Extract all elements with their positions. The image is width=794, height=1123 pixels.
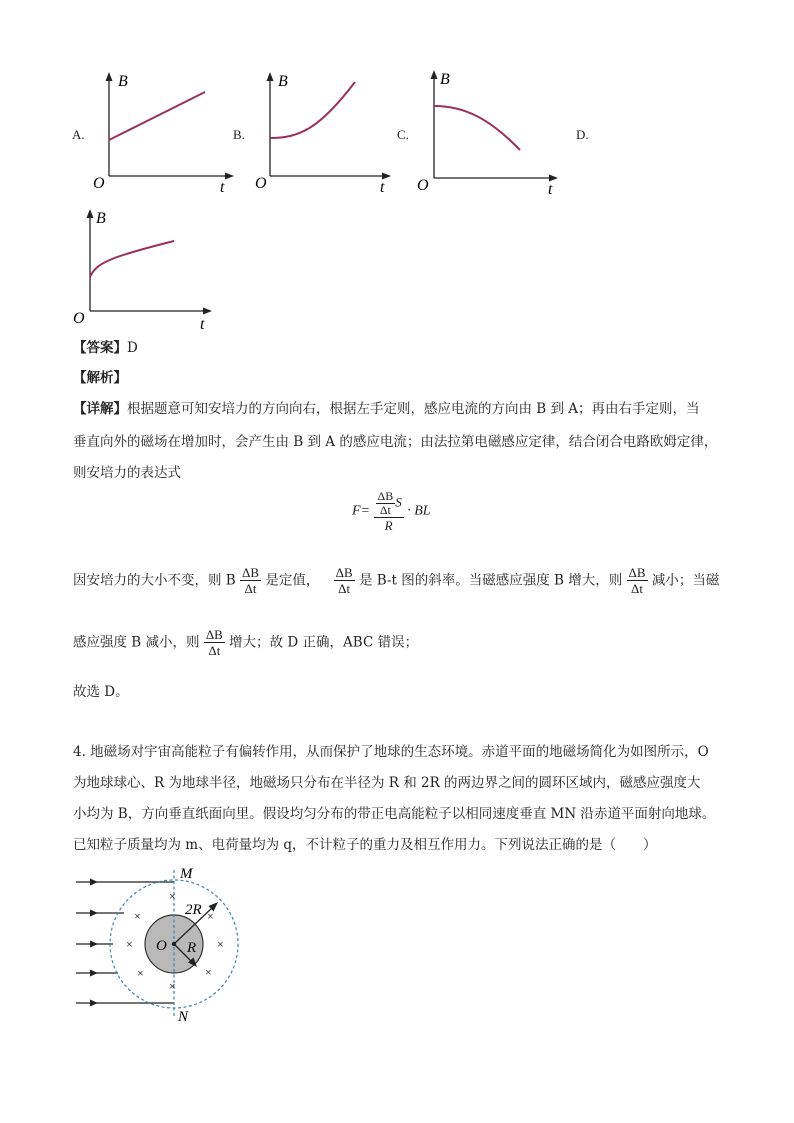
detail-line-1 <box>73 399 700 419</box>
formula-denominator: R <box>384 518 393 533</box>
center-dot <box>172 942 176 946</box>
graph-b <box>250 68 400 196</box>
expl-segment-4: 减小；当磁 <box>651 572 720 589</box>
axis-b-label: B <box>118 73 128 90</box>
geomagnetic-figure <box>66 862 256 1028</box>
label-r: R <box>187 940 197 956</box>
fraction-den: Δt <box>208 643 221 658</box>
axis-b-label: B <box>96 210 106 227</box>
fraction-den: Δt <box>631 581 644 596</box>
formula <box>352 490 431 533</box>
question-4-line-2: 为地球球心、R 为地球半径，地磁场只分布在半径为 R 和 2R 的两边界之间的圆环区域内，磁感应强度大 <box>73 775 701 791</box>
field-cross: × <box>126 937 133 951</box>
formula-s: S <box>395 494 402 510</box>
axis-t-label: t <box>548 181 553 196</box>
field-cross: × <box>169 979 176 993</box>
option-c-label: C. <box>397 127 409 142</box>
conclusion: 故选 D。 <box>73 684 129 700</box>
y-axis-arrow <box>267 72 274 81</box>
question-4-line-4: 已知粒子质量均为 m、电荷量均为 q，不计粒子的重力及相互作用力。下列说法正确的是（ ） <box>73 837 657 853</box>
arrow-head-1 <box>90 879 98 886</box>
origin-label: O <box>255 175 267 192</box>
origin-label: O <box>93 175 105 192</box>
fraction-db-dt-3 <box>627 565 648 596</box>
y-axis-arrow <box>431 70 438 79</box>
label-n: N <box>178 1009 189 1025</box>
fraction-db-dt-1 <box>240 565 261 596</box>
field-cross: × <box>169 889 176 903</box>
option-b-label: B. <box>233 127 245 142</box>
fraction-den: Δt <box>338 581 351 596</box>
detail-line-1-text: 根据题意可知安培力的方向向右，根据左手定则，感应电流的方向由 B 到 A；再由右手定则，当 <box>127 401 700 417</box>
explanation-line-1 <box>73 565 719 596</box>
x-axis-arrow <box>203 308 212 315</box>
expl-segment-5: 感应强度 B 减小，则 <box>73 634 200 651</box>
expl-segment-2: 是定值， <box>265 572 320 589</box>
arrow-head-3 <box>90 941 98 948</box>
fraction-db-dt-4 <box>204 627 225 658</box>
label-m: M <box>180 866 193 882</box>
fraction-num: ΔB <box>628 565 646 580</box>
formula-tail: · BL <box>407 503 431 519</box>
origin-label: O <box>73 310 85 327</box>
field-cross: × <box>137 966 144 980</box>
detail-line-2: 垂直向外的磁场在增加时，会产生由 B 到 A 的感应电流；由法拉第电磁感应定律，结合闭合电路欧姆定律， <box>73 434 718 450</box>
arrow-head-2 <box>90 910 98 917</box>
curve-c <box>434 106 520 150</box>
question-4-line-3: 小均为 B，方向垂直纸面向里。假设均匀分布的带正电高能粒子以相同速度垂直 MN 沿赤道平面射向地球。 <box>73 806 716 822</box>
curve-d <box>90 241 174 277</box>
question-4-line-1: 4. 地磁场对宇宙高能粒子有偏转作用，从而保护了地球的生态环境。赤道平面的地磁场简化为如图所示，O <box>73 744 709 760</box>
detail-tag: 【详解】 <box>73 401 127 417</box>
formula-inner-fraction <box>376 490 396 517</box>
field-cross: × <box>217 937 224 951</box>
field-cross: × <box>134 909 141 923</box>
origin-label: O <box>417 177 429 194</box>
formula-numerator <box>374 490 404 518</box>
curve-a <box>109 92 205 140</box>
field-cross: × <box>207 909 214 923</box>
y-axis-arrow <box>87 209 94 218</box>
curve-b <box>270 82 355 138</box>
formula-lhs: F= <box>352 503 370 519</box>
formula-inner-num: ΔB <box>377 489 394 503</box>
axis-b-label: B <box>440 71 450 88</box>
answer-tag: 【答案】 <box>73 340 127 356</box>
expl-segment-3: 是 B-t 图的斜率。当磁感应强度 B 增大，则 <box>358 572 623 589</box>
x-axis-arrow <box>225 173 234 180</box>
axis-t-label: t <box>200 316 205 333</box>
fraction-db-dt-2 <box>334 565 355 596</box>
graph-d <box>70 205 230 335</box>
expl-segment-1: 因安培力的大小不变，则 B <box>73 572 236 589</box>
graph-a <box>88 68 238 196</box>
detail-line-3: 则安培力的表达式 <box>73 465 181 481</box>
formula-fraction <box>374 490 404 533</box>
option-d-label: D. <box>576 127 589 142</box>
answer-value: D <box>127 340 138 356</box>
explanation-line-2 <box>73 627 418 658</box>
arrow-head-5 <box>90 1000 98 1007</box>
expl-segment-6: 增大；故 D 正确，ABC 错误； <box>229 634 419 651</box>
axis-b-label: B <box>278 73 288 90</box>
fraction-num: ΔB <box>335 565 353 580</box>
field-cross: × <box>205 965 212 979</box>
label-2r: 2R <box>185 902 202 918</box>
axis-t-label: t <box>220 179 225 196</box>
graph-c <box>414 68 569 196</box>
label-o: O <box>156 938 167 954</box>
analysis-tag: 【解析】 <box>73 370 127 386</box>
arrow-head-4 <box>90 970 98 977</box>
answer-line <box>73 338 138 358</box>
y-axis-arrow <box>106 72 113 81</box>
axis-t-label: t <box>380 179 385 196</box>
option-a-label: A. <box>72 127 85 142</box>
formula-inner-den: Δt <box>379 503 391 517</box>
fraction-num: ΔB <box>242 565 260 580</box>
fraction-num: ΔB <box>205 627 223 642</box>
fraction-den: Δt <box>244 581 257 596</box>
